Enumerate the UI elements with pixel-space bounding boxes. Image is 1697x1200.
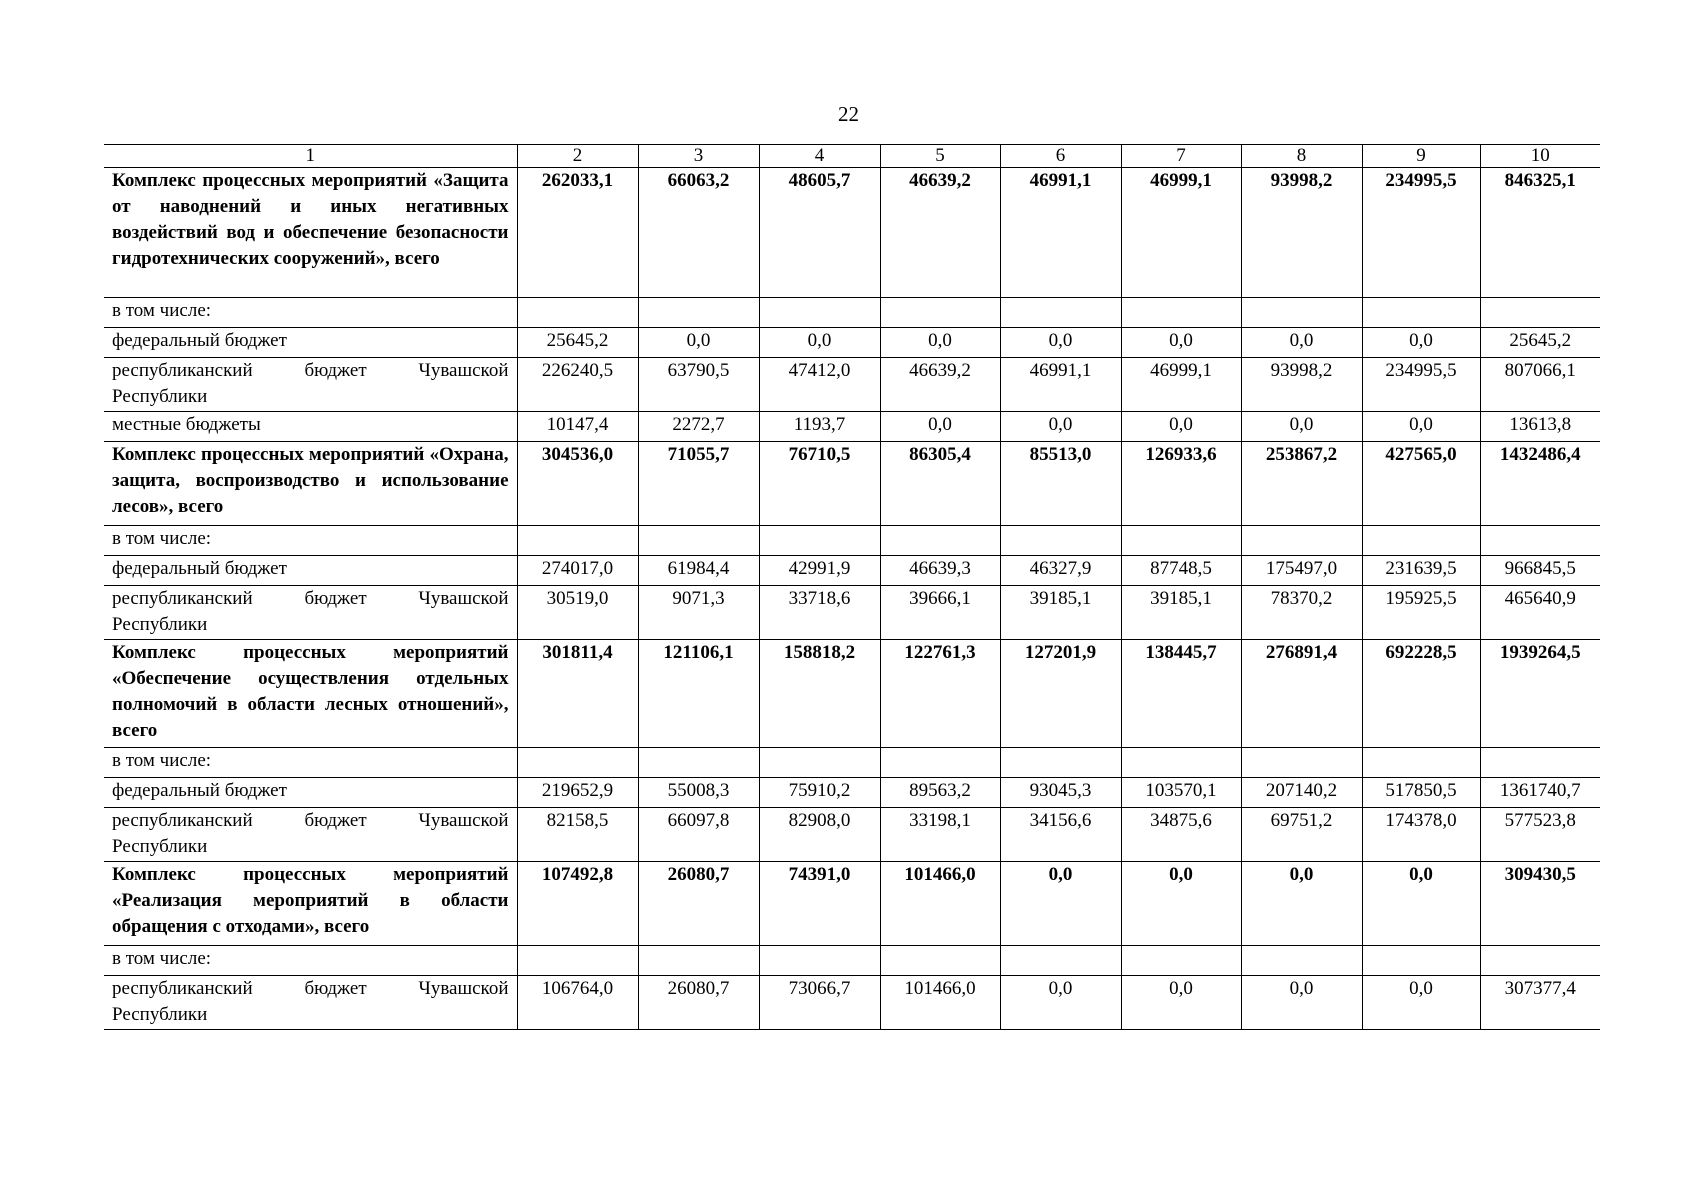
- value-cell: 207140,2: [1241, 778, 1362, 808]
- value-cell: [1121, 946, 1241, 976]
- value-cell: 26080,7: [638, 862, 759, 946]
- value-cell: [1480, 946, 1600, 976]
- value-cell: [1241, 298, 1362, 328]
- value-cell: 0,0: [1362, 862, 1480, 946]
- value-cell: 34875,6: [1121, 808, 1241, 862]
- row-label: Комплекс процессных мероприятий «Защита от наводнений и иных негативных воздействий вод и обеспечение безопасности гидротехнических сооружений», всего: [104, 168, 517, 298]
- column-number-row: [104, 145, 1600, 168]
- value-cell: 73066,7: [759, 976, 880, 1030]
- value-cell: 66097,8: [638, 808, 759, 862]
- table-row: [104, 526, 1600, 556]
- value-cell: 66063,2: [638, 168, 759, 298]
- value-cell: 82158,5: [517, 808, 638, 862]
- value-cell: 966845,5: [1480, 556, 1600, 586]
- row-label: Комплекс процессных мероприятий «Реализация мероприятий в области обращения с отходами», всего: [104, 862, 517, 946]
- value-cell: [1121, 526, 1241, 556]
- row-label: федеральный бюджет: [104, 778, 517, 808]
- column-header: 10: [1480, 145, 1600, 168]
- value-cell: [1000, 946, 1121, 976]
- value-cell: 517850,5: [1362, 778, 1480, 808]
- value-cell: 89563,2: [880, 778, 1000, 808]
- value-cell: 46991,1: [1000, 168, 1121, 298]
- value-cell: [1241, 526, 1362, 556]
- value-cell: 71055,7: [638, 442, 759, 526]
- row-label: Комплекс процессных мероприятий «Обеспечение осуществления отдельных полномочий в области лесных отношений», всего: [104, 640, 517, 748]
- value-cell: 846325,1: [1480, 168, 1600, 298]
- column-header: 4: [759, 145, 880, 168]
- table-row-section-total: [104, 168, 1600, 298]
- value-cell: 0,0: [1121, 976, 1241, 1030]
- table-row: [104, 976, 1600, 1030]
- value-cell: 93045,3: [1000, 778, 1121, 808]
- value-cell: [1362, 298, 1480, 328]
- table-row: [104, 586, 1600, 640]
- value-cell: [517, 946, 638, 976]
- table-body: [104, 145, 1600, 1030]
- value-cell: 106764,0: [517, 976, 638, 1030]
- table-row: [104, 946, 1600, 976]
- value-cell: [1480, 298, 1600, 328]
- value-cell: 93998,2: [1241, 168, 1362, 298]
- value-cell: [1241, 748, 1362, 778]
- value-cell: 46999,1: [1121, 168, 1241, 298]
- column-header: 9: [1362, 145, 1480, 168]
- value-cell: 82908,0: [759, 808, 880, 862]
- value-cell: [759, 298, 880, 328]
- value-cell: 0,0: [1000, 862, 1121, 946]
- value-cell: 10147,4: [517, 412, 638, 442]
- budget-table: [104, 144, 1600, 1030]
- value-cell: 34156,6: [1000, 808, 1121, 862]
- value-cell: 75910,2: [759, 778, 880, 808]
- value-cell: 69751,2: [1241, 808, 1362, 862]
- value-cell: 0,0: [880, 328, 1000, 358]
- value-cell: 0,0: [1241, 862, 1362, 946]
- value-cell: 234995,5: [1362, 168, 1480, 298]
- value-cell: [1121, 298, 1241, 328]
- value-cell: 465640,9: [1480, 586, 1600, 640]
- value-cell: 78370,2: [1241, 586, 1362, 640]
- value-cell: [880, 946, 1000, 976]
- column-header: 7: [1121, 145, 1241, 168]
- value-cell: 1361740,7: [1480, 778, 1600, 808]
- value-cell: 39185,1: [1121, 586, 1241, 640]
- table-row: [104, 298, 1600, 328]
- value-cell: 1193,7: [759, 412, 880, 442]
- value-cell: 46639,2: [880, 168, 1000, 298]
- value-cell: 234995,5: [1362, 358, 1480, 412]
- table-row: [104, 328, 1600, 358]
- value-cell: 0,0: [1000, 328, 1121, 358]
- value-cell: 48605,7: [759, 168, 880, 298]
- value-cell: 301811,4: [517, 640, 638, 748]
- value-cell: 577523,8: [1480, 808, 1600, 862]
- row-label: республиканский бюджет Чувашской Республики: [104, 586, 517, 640]
- value-cell: 76710,5: [759, 442, 880, 526]
- table-row-section-total: [104, 442, 1600, 526]
- column-header: 5: [880, 145, 1000, 168]
- value-cell: [880, 298, 1000, 328]
- value-cell: [759, 526, 880, 556]
- value-cell: [638, 526, 759, 556]
- value-cell: 47412,0: [759, 358, 880, 412]
- value-cell: [1480, 526, 1600, 556]
- value-cell: 25645,2: [1480, 328, 1600, 358]
- table-row: [104, 778, 1600, 808]
- value-cell: 33198,1: [880, 808, 1000, 862]
- value-cell: [1000, 298, 1121, 328]
- value-cell: 74391,0: [759, 862, 880, 946]
- value-cell: 304536,0: [517, 442, 638, 526]
- value-cell: 126933,6: [1121, 442, 1241, 526]
- value-cell: 0,0: [1362, 412, 1480, 442]
- value-cell: 101466,0: [880, 976, 1000, 1030]
- value-cell: 0,0: [759, 328, 880, 358]
- value-cell: [1362, 748, 1480, 778]
- table-row: [104, 412, 1600, 442]
- value-cell: 219652,9: [517, 778, 638, 808]
- value-cell: 0,0: [1121, 862, 1241, 946]
- table-row: [104, 808, 1600, 862]
- value-cell: 107492,8: [517, 862, 638, 946]
- value-cell: 86305,4: [880, 442, 1000, 526]
- value-cell: 46327,9: [1000, 556, 1121, 586]
- value-cell: 0,0: [880, 412, 1000, 442]
- value-cell: [1000, 748, 1121, 778]
- value-cell: 85513,0: [1000, 442, 1121, 526]
- value-cell: 26080,7: [638, 976, 759, 1030]
- value-cell: 0,0: [1241, 412, 1362, 442]
- value-cell: [517, 748, 638, 778]
- row-label: республиканский бюджет Чувашской Республики: [104, 808, 517, 862]
- value-cell: 274017,0: [517, 556, 638, 586]
- value-cell: 46999,1: [1121, 358, 1241, 412]
- value-cell: 0,0: [1362, 976, 1480, 1030]
- value-cell: 46639,3: [880, 556, 1000, 586]
- value-cell: 226240,5: [517, 358, 638, 412]
- column-header: 8: [1241, 145, 1362, 168]
- value-cell: 121106,1: [638, 640, 759, 748]
- row-label: федеральный бюджет: [104, 328, 517, 358]
- column-header: 1: [104, 145, 517, 168]
- value-cell: 807066,1: [1480, 358, 1600, 412]
- value-cell: [1362, 946, 1480, 976]
- value-cell: 0,0: [1241, 976, 1362, 1030]
- value-cell: [1000, 526, 1121, 556]
- value-cell: 103570,1: [1121, 778, 1241, 808]
- table-row-section-total: [104, 862, 1600, 946]
- value-cell: [638, 946, 759, 976]
- value-cell: 30519,0: [517, 586, 638, 640]
- value-cell: [759, 748, 880, 778]
- page-number: 22: [838, 102, 859, 126]
- row-label: в том числе:: [104, 748, 517, 778]
- value-cell: 175497,0: [1241, 556, 1362, 586]
- value-cell: 253867,2: [1241, 442, 1362, 526]
- value-cell: 2272,7: [638, 412, 759, 442]
- value-cell: 9071,3: [638, 586, 759, 640]
- row-label: в том числе:: [104, 946, 517, 976]
- value-cell: [638, 298, 759, 328]
- value-cell: 174378,0: [1362, 808, 1480, 862]
- value-cell: 55008,3: [638, 778, 759, 808]
- value-cell: [1362, 526, 1480, 556]
- value-cell: 0,0: [1121, 412, 1241, 442]
- value-cell: 61984,4: [638, 556, 759, 586]
- value-cell: [880, 526, 1000, 556]
- value-cell: 0,0: [1121, 328, 1241, 358]
- table-row-section-total: [104, 640, 1600, 748]
- value-cell: 0,0: [638, 328, 759, 358]
- value-cell: 127201,9: [1000, 640, 1121, 748]
- row-label: местные бюджеты: [104, 412, 517, 442]
- value-cell: 0,0: [1362, 328, 1480, 358]
- value-cell: 276891,4: [1241, 640, 1362, 748]
- table-row: [104, 358, 1600, 412]
- value-cell: 0,0: [1000, 976, 1121, 1030]
- table-row: [104, 748, 1600, 778]
- row-label: в том числе:: [104, 526, 517, 556]
- value-cell: 427565,0: [1362, 442, 1480, 526]
- column-header: 3: [638, 145, 759, 168]
- value-cell: 87748,5: [1121, 556, 1241, 586]
- value-cell: [880, 748, 1000, 778]
- value-cell: 0,0: [1000, 412, 1121, 442]
- value-cell: [638, 748, 759, 778]
- value-cell: 33718,6: [759, 586, 880, 640]
- value-cell: [517, 526, 638, 556]
- value-cell: [1121, 748, 1241, 778]
- value-cell: 195925,5: [1362, 586, 1480, 640]
- value-cell: 63790,5: [638, 358, 759, 412]
- value-cell: 692228,5: [1362, 640, 1480, 748]
- value-cell: 0,0: [1241, 328, 1362, 358]
- value-cell: 309430,5: [1480, 862, 1600, 946]
- value-cell: [759, 946, 880, 976]
- value-cell: [1480, 748, 1600, 778]
- value-cell: 25645,2: [517, 328, 638, 358]
- column-header: 6: [1000, 145, 1121, 168]
- value-cell: 122761,3: [880, 640, 1000, 748]
- value-cell: 307377,4: [1480, 976, 1600, 1030]
- value-cell: 101466,0: [880, 862, 1000, 946]
- value-cell: 262033,1: [517, 168, 638, 298]
- row-label: республиканский бюджет Чувашской Республики: [104, 358, 517, 412]
- value-cell: 93998,2: [1241, 358, 1362, 412]
- value-cell: 1432486,4: [1480, 442, 1600, 526]
- value-cell: 158818,2: [759, 640, 880, 748]
- value-cell: 42991,9: [759, 556, 880, 586]
- value-cell: 46639,2: [880, 358, 1000, 412]
- value-cell: 46991,1: [1000, 358, 1121, 412]
- column-header: 2: [517, 145, 638, 168]
- row-label: Комплекс процессных мероприятий «Охрана, защита, воспроизводство и использование лесов», всего: [104, 442, 517, 526]
- table-row: [104, 556, 1600, 586]
- value-cell: 39185,1: [1000, 586, 1121, 640]
- value-cell: 13613,8: [1480, 412, 1600, 442]
- row-label: республиканский бюджет Чувашской Республики: [104, 976, 517, 1030]
- row-label: федеральный бюджет: [104, 556, 517, 586]
- value-cell: 39666,1: [880, 586, 1000, 640]
- value-cell: [517, 298, 638, 328]
- row-label: в том числе:: [104, 298, 517, 328]
- value-cell: 231639,5: [1362, 556, 1480, 586]
- value-cell: 138445,7: [1121, 640, 1241, 748]
- value-cell: [1241, 946, 1362, 976]
- value-cell: 1939264,5: [1480, 640, 1600, 748]
